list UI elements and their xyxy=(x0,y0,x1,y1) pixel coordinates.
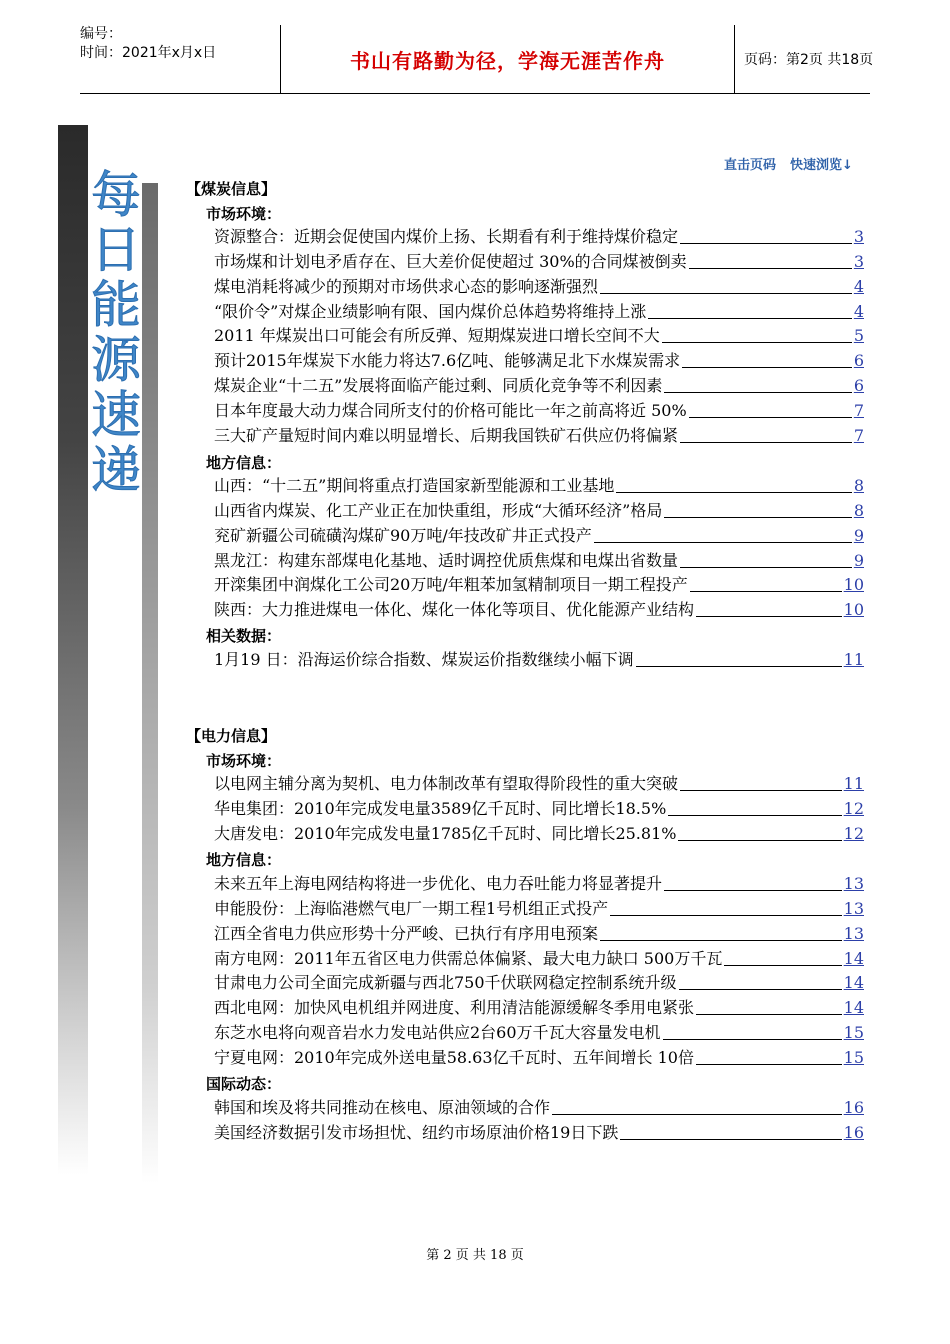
side-title-char: 能 xyxy=(91,276,141,334)
side-title-char: 速 xyxy=(91,386,141,444)
header-meta xyxy=(80,25,280,93)
toc-leader-line xyxy=(648,301,851,319)
toc-entry-title: 南方电网：2011年五省区电力供需总体偏紧、最大电力缺口 500万千瓦 xyxy=(214,948,723,968)
toc-page-link[interactable]: 15 xyxy=(843,1023,864,1043)
toc-entry[interactable] xyxy=(214,649,864,671)
toc-entry[interactable] xyxy=(214,226,864,248)
toc-entry[interactable] xyxy=(214,1047,864,1069)
toc-entry[interactable] xyxy=(214,350,864,372)
toc-page-link[interactable]: 12 xyxy=(843,798,864,818)
toc-leader-line xyxy=(616,475,851,493)
toc-leader-line xyxy=(664,873,842,891)
toc-leader-line xyxy=(689,251,852,269)
toc-page-link[interactable]: 7 xyxy=(853,400,864,420)
toc-entry-title: 华电集团：2010年完成发电量3589亿千瓦时、同比增长18.5% xyxy=(214,798,667,818)
toc-entry[interactable] xyxy=(214,550,864,572)
toc-leader-line xyxy=(662,325,852,343)
toc-page-link[interactable]: 3 xyxy=(853,251,864,271)
toc-page-link[interactable]: 16 xyxy=(843,1122,864,1142)
toc-entry[interactable] xyxy=(214,997,864,1019)
toc-entry-title: 黑龙江：构建东部煤电化基地、适时调控优质焦煤和电煤出省数量 xyxy=(214,550,679,570)
toc-leader-line xyxy=(696,997,842,1015)
toc-entry[interactable] xyxy=(214,599,864,621)
toc-leader-line xyxy=(636,649,842,667)
toc-entry-title: 美国经济数据引发市场担忧、纽约市场原油价格19日下跌 xyxy=(214,1122,619,1142)
toc-entry[interactable] xyxy=(214,1097,864,1119)
toc-page-link[interactable]: 11 xyxy=(843,650,864,669)
toc-page-link[interactable]: 6 xyxy=(853,376,864,396)
toc-page-link[interactable]: 7 xyxy=(853,425,864,445)
toc-entry[interactable] xyxy=(214,525,864,547)
side-title-char: 每 xyxy=(91,166,141,224)
toc-entry-title: 江西全省电力供应形势十分严峻、已执行有序用电预案 xyxy=(214,923,599,943)
side-title-char: 日 xyxy=(91,221,141,279)
toc-leader-line xyxy=(664,375,851,393)
subsection-title: 市场环境： xyxy=(206,205,282,223)
toc-entry[interactable] xyxy=(214,276,864,298)
toc-entry-title: 韩国和埃及将共同推动在核电、原油领域的合作 xyxy=(214,1098,551,1117)
page-footer: 第 2 页 共 18 页 xyxy=(426,1248,524,1263)
toc-entry-title: 市场煤和计划电矛盾存在、巨大差价促使超过 30%的合同煤被倒卖 xyxy=(214,251,687,271)
toc-entry[interactable] xyxy=(214,773,864,795)
toc-entry[interactable] xyxy=(214,798,864,820)
toc-entry-title: 山西省内煤炭、化工产业正在加快重组，形成“大循环经济”格局 xyxy=(214,500,663,520)
subsection-title: 地方信息： xyxy=(206,851,282,869)
toc-page-link[interactable]: 13 xyxy=(843,874,864,893)
toc-entry-title: 三大矿产量短时间内难以明显增长、后期我国铁矿石供应仍将偏紧 xyxy=(214,425,679,445)
toc-entry-title: 大唐发电：2010年完成发电量1785亿千瓦时、同比增长25.81% xyxy=(214,823,677,843)
toc-entry-title: “限价令”对煤企业绩影响有限、国内煤价总体趋势将维持上涨 xyxy=(214,301,647,321)
toc-leader-line xyxy=(682,350,852,368)
toc-leader-line xyxy=(663,1022,842,1040)
subsection-title: 国际动态： xyxy=(206,1075,282,1093)
toc-entry[interactable] xyxy=(214,400,864,422)
toc-entry-title: 煤炭企业“十二五”发展将面临产能过剩、同质化竞争等不利因素 xyxy=(214,376,663,396)
side-title-char: 递 xyxy=(91,441,141,499)
toc-page-link[interactable]: 11 xyxy=(843,774,864,793)
toc-entry[interactable] xyxy=(214,574,864,596)
serial-label: 编号： xyxy=(80,26,122,42)
toc-entry-title: 西北电网：加快风电机组并网进度、利用清洁能源缓解冬季用电紧张 xyxy=(214,998,695,1018)
toc-leader-line xyxy=(664,500,851,518)
toc-page-link[interactable]: 14 xyxy=(843,998,864,1018)
toc-leader-line xyxy=(678,823,841,841)
section-title: 【煤炭信息】 xyxy=(186,180,277,198)
toc-leader-line xyxy=(680,773,842,791)
toc-entry[interactable] xyxy=(214,1122,864,1144)
toc-page-link[interactable]: 15 xyxy=(843,1047,864,1067)
toc-page-link[interactable]: 13 xyxy=(843,923,864,943)
toc-leader-line xyxy=(690,574,842,592)
toc-entry-title: 未来五年上海电网结构将进一步优化、电力吞吐能力将显著提升 xyxy=(214,874,663,893)
toc-leader-line xyxy=(689,400,852,418)
toc-page-link[interactable]: 9 xyxy=(853,550,864,570)
subsection-title: 市场环境： xyxy=(206,752,282,770)
toc-leader-line xyxy=(620,1122,841,1140)
toc-page-link[interactable]: 10 xyxy=(843,600,864,620)
direct-page-link[interactable]: 直击页码 xyxy=(724,158,777,173)
toc-leader-line xyxy=(610,898,841,916)
toc-page-link[interactable]: 12 xyxy=(843,823,864,843)
toc-entry-title: 日本年度最大动力煤合同所支付的价格可能比一年之前高将近 50% xyxy=(214,400,687,420)
toc-entry[interactable] xyxy=(214,301,864,323)
toc-entry[interactable] xyxy=(214,972,864,994)
motto: 书山有路勤为径，学海无涯苦作舟 xyxy=(280,25,735,93)
toc-leader-line xyxy=(680,550,852,568)
toc-page-link[interactable]: 8 xyxy=(853,500,864,520)
toc-entry-title: 宁夏电网：2010年完成外送电量58.63亿千瓦时、五年间增长 10倍 xyxy=(214,1047,694,1067)
toc-entry-title: 以电网主辅分离为契机、电力体制改革有望取得阶段性的重大突破 xyxy=(214,774,679,793)
toc-entry[interactable] xyxy=(214,425,864,447)
page-info: 页码：第2页 共18页 xyxy=(744,52,874,68)
toc-entry[interactable] xyxy=(214,823,864,845)
page-header xyxy=(80,25,874,94)
time-label: 时间：2021年x月x日 xyxy=(80,45,217,61)
toc-entry[interactable] xyxy=(214,898,864,920)
toc-page-link[interactable]: 4 xyxy=(853,301,864,321)
toc-page-link[interactable]: 3 xyxy=(853,227,864,246)
toc-entry-title: 1月19 日：沿海运价综合指数、煤炭运价指数继续小幅下调 xyxy=(214,650,634,669)
toc-leader-line xyxy=(680,226,852,244)
toc-entry[interactable] xyxy=(214,1022,864,1044)
toc-page-link[interactable]: 14 xyxy=(843,973,864,993)
toc-page-link[interactable]: 13 xyxy=(843,898,864,918)
toc-leader-line xyxy=(600,276,852,294)
toc-entry-title: 陕西：大力推进煤电一体化、煤化一体化等项目、优化能源产业结构 xyxy=(214,600,695,620)
subsection-title: 相关数据： xyxy=(206,627,282,645)
toc-entry[interactable] xyxy=(214,873,864,895)
toc-entry-title: 申能股份：上海临港燃气电厂一期工程1号机组正式投产 xyxy=(214,898,609,918)
toc-entry[interactable] xyxy=(214,375,864,397)
toc-page-link[interactable]: 5 xyxy=(853,326,864,346)
toc-leader-line xyxy=(696,599,842,617)
decorative-bar-grey xyxy=(142,183,158,1183)
toc-entry-title: 2011 年煤炭出口可能会有所反弹、短期煤炭进口增长空间不大 xyxy=(214,326,660,346)
toc-entry[interactable] xyxy=(214,923,864,945)
toc-page-link[interactable]: 8 xyxy=(853,476,864,495)
toc-entry-title: 东芝水电将向观音岩水力发电站供应2台60万千瓦大容量发电机 xyxy=(214,1023,661,1043)
toc-leader-line xyxy=(600,923,842,941)
toc-entry-title: 煤电消耗将减少的预期对市场供求心态的影响逐渐强烈 xyxy=(214,276,599,296)
toc-entry-title: 预计2015年煤炭下水能力将达7.6亿吨、能够满足北下水煤炭需求 xyxy=(214,351,681,371)
quick-browse-link[interactable]: 快速浏览↓ xyxy=(790,158,853,173)
toc-page-link[interactable]: 6 xyxy=(853,351,864,371)
toc-page-link[interactable]: 10 xyxy=(843,575,864,595)
toc-entry[interactable] xyxy=(214,475,864,497)
toc-leader-line xyxy=(552,1097,842,1115)
toc-entry-title: 山西：“十二五”期间将重点打造国家新型能源和工业基地 xyxy=(214,476,615,495)
toc-entry-title: 兖矿新疆公司硫磺沟煤矿90万吨/年技改矿井正式投产 xyxy=(214,525,592,545)
toc-leader-line xyxy=(679,972,842,990)
toc-entry-title: 资源整合：近期会促使国内煤价上扬、长期看有利于维持煤价稳定 xyxy=(214,227,679,246)
quick-nav xyxy=(724,154,853,173)
toc-entry-title: 甘肃电力公司全面完成新疆与西北750千伏联网稳定控制系统升级 xyxy=(214,973,677,993)
toc-entry[interactable] xyxy=(214,500,864,522)
toc-leader-line xyxy=(668,798,841,816)
toc-leader-line xyxy=(680,425,852,443)
toc-page-link[interactable]: 4 xyxy=(853,276,864,296)
toc-page-link[interactable]: 9 xyxy=(853,525,864,545)
toc-entry[interactable] xyxy=(214,948,864,970)
toc-page-link[interactable]: 16 xyxy=(843,1098,864,1117)
side-title xyxy=(88,168,144,498)
toc-entry[interactable] xyxy=(214,251,864,273)
decorative-bar-dark xyxy=(58,125,88,1175)
toc-leader-line xyxy=(724,948,841,966)
toc-page-link[interactable]: 14 xyxy=(843,948,864,968)
side-title-char: 源 xyxy=(91,331,141,389)
toc-entry[interactable] xyxy=(214,325,864,347)
subsection-title: 地方信息： xyxy=(206,454,282,472)
toc-leader-line xyxy=(594,525,852,543)
toc-entry-title: 开滦集团中润煤化工公司20万吨/年粗苯加氢精制项目一期工程投产 xyxy=(214,575,688,595)
toc-leader-line xyxy=(696,1047,842,1065)
section-title: 【电力信息】 xyxy=(186,727,277,745)
